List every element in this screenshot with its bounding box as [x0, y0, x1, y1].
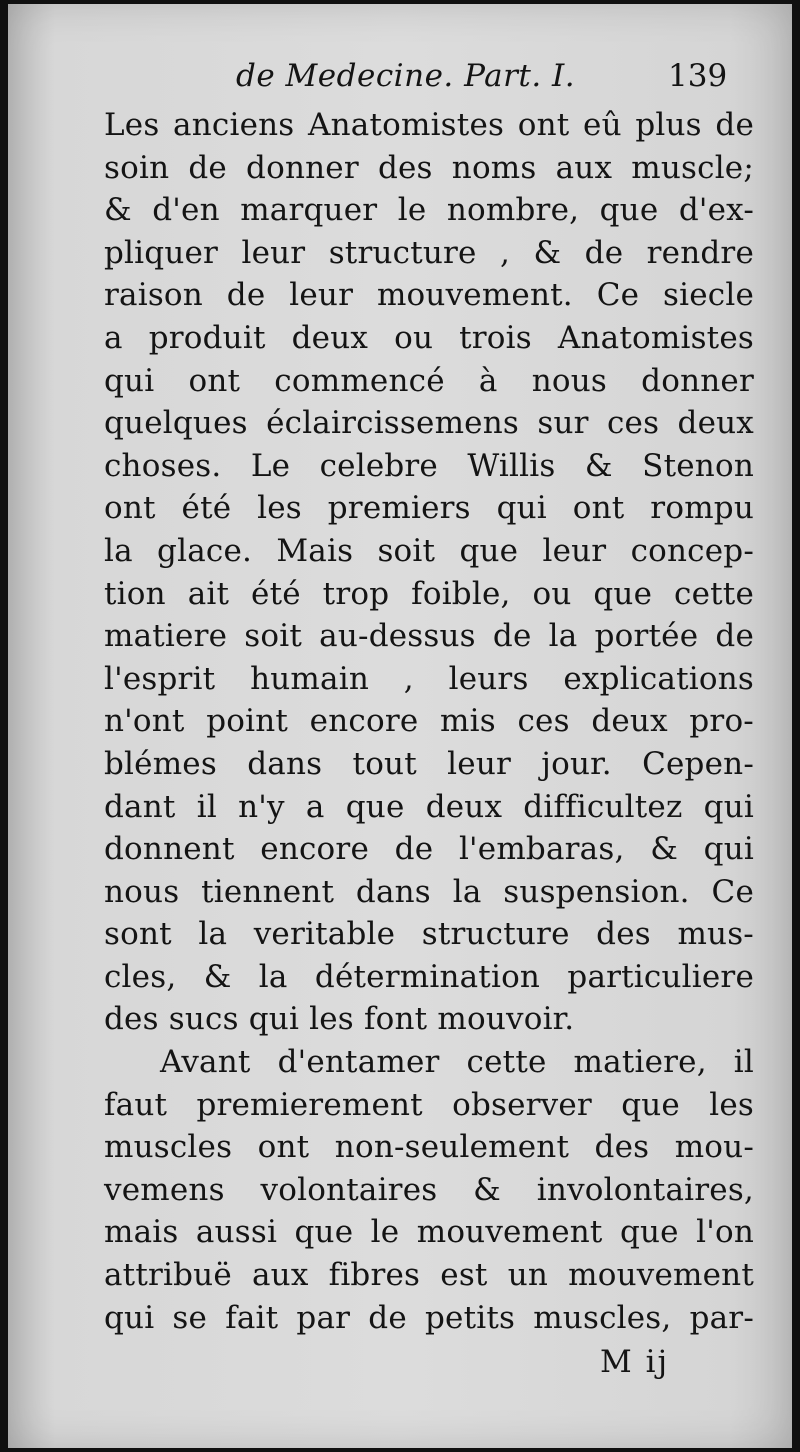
text-line: l'esprit humain , leurs explications — [104, 660, 754, 697]
text-line: ont été les premiers qui ont rompu — [104, 490, 754, 527]
text-line: des sucs qui les font mouvoir. — [104, 1001, 575, 1038]
text-line: faut premierement observer que les — [104, 1086, 754, 1123]
text-line: donnent encore de l'embaras, & qui — [104, 831, 754, 868]
text-line: qui ont commencé à nous donner — [104, 362, 754, 399]
book-page — [8, 4, 792, 1448]
page-number: 139 — [668, 58, 728, 94]
body-text — [104, 104, 754, 1339]
text-line: n'ont point encore mis ces deux pro- — [104, 703, 754, 740]
text-line: raison de leur mouvement. Ce siecle — [104, 277, 754, 314]
running-title: de Medecine. Part. I. — [236, 58, 576, 94]
text-line: pliquer leur structure , & de rendre — [104, 234, 754, 271]
text-line: choses. Le celebre Willis & Stenon — [104, 447, 754, 484]
signature-mark: M ij — [600, 1344, 670, 1380]
text-line: Avant d'entamer cette matiere, il — [160, 1044, 754, 1081]
text-line: Les anciens Anatomistes ont eû plus de — [104, 107, 754, 143]
text-line: matiere soit au-dessus de la portée de — [104, 618, 754, 655]
text-line: & d'en marquer le nombre, que d'ex- — [104, 192, 754, 229]
text-line: quelques éclaircissemens sur ces deux — [104, 405, 754, 442]
text-line: dant il n'y a que deux difficultez qui — [104, 788, 754, 825]
text-line: la glace. Mais soit que leur concep- — [104, 532, 754, 569]
text-line: muscles ont non-seulement des mou- — [104, 1129, 754, 1166]
page-header — [8, 58, 792, 102]
text-line: attribuë aux fibres est un mouvement — [104, 1257, 754, 1294]
text-line: blémes dans tout leur jour. Cepen- — [104, 745, 754, 782]
text-line: cles, & la détermination particuliere — [104, 958, 754, 995]
text-line: sont la veritable structure des mus- — [104, 916, 754, 953]
text-line: nous tiennent dans la suspension. Ce — [104, 873, 754, 910]
text-line: qui se fait par de petits muscles, par- — [104, 1299, 754, 1336]
text-line: vemens volontaires & involontaires, — [104, 1171, 754, 1208]
text-line: a produit deux ou trois Anatomistes — [104, 319, 754, 356]
text-line: mais aussi que le mouvement que l'on — [104, 1214, 754, 1251]
text-line: tion ait été trop foible, ou que cette — [104, 575, 754, 612]
text-line: soin de donner des noms aux muscle; — [104, 149, 754, 186]
